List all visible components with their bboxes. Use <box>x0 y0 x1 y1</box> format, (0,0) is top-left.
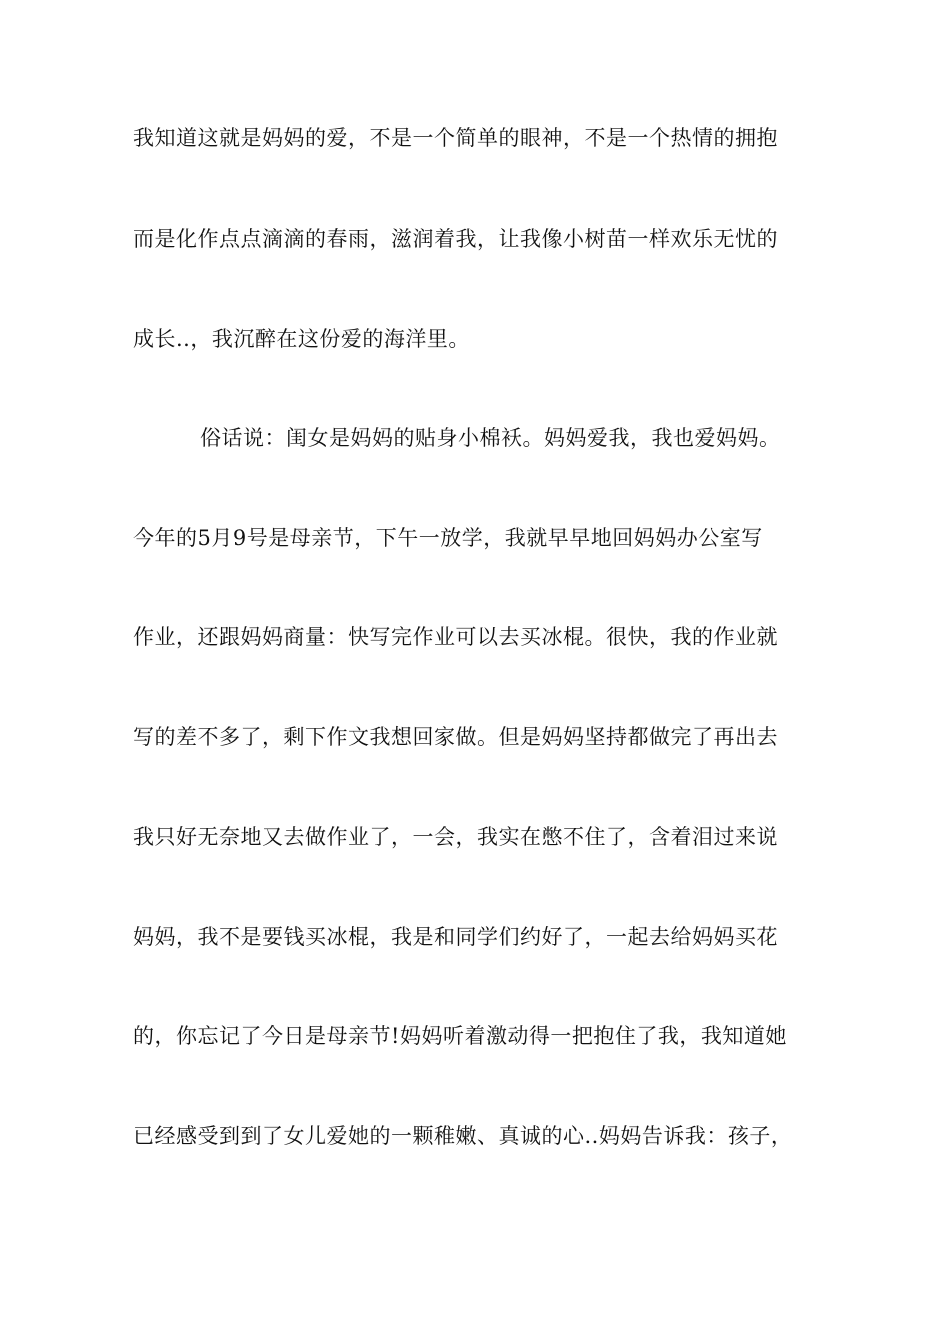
text-line: 今年的5月9号是母亲节，下午一放学，我就早早地回妈妈办公室写 <box>133 526 763 550</box>
text-line: 而是化作点点滴滴的春雨，滋润着我，让我像小树苗一样欢乐无忧的 <box>133 227 778 251</box>
text-line: 我只好无奈地又去做作业了，一会，我实在憋不住了，含着泪过来说 <box>133 825 778 849</box>
text-line: 作业，还跟妈妈商量：快写完作业可以去买冰棍。很快，我的作业就 <box>133 625 778 649</box>
text-line: 的，你忘记了今日是母亲节!妈妈听着激动得一把抱住了我，我知道她 <box>133 1024 787 1048</box>
text-line: 已经感受到到了女儿爱她的一颗稚嫩、真诚的心..妈妈告诉我：孩子， <box>133 1124 793 1148</box>
text-line: 写的差不多了，剩下作文我想回家做。但是妈妈坚持都做完了再出去 <box>133 725 778 749</box>
text-line: 妈妈，我不是要钱买冰棍，我是和同学们约好了，一起去给妈妈买花 <box>133 925 778 949</box>
text-line: 成长..，我沉醉在这份爱的海洋里。 <box>133 327 470 351</box>
paragraph-first-line: 俗话说：闺女是妈妈的贴身小棉袄。妈妈爱我，我也爱妈妈。 <box>200 426 781 450</box>
text-line: 我知道这就是妈妈的爱，不是一个简单的眼神，不是一个热情的拥抱 <box>133 126 778 150</box>
